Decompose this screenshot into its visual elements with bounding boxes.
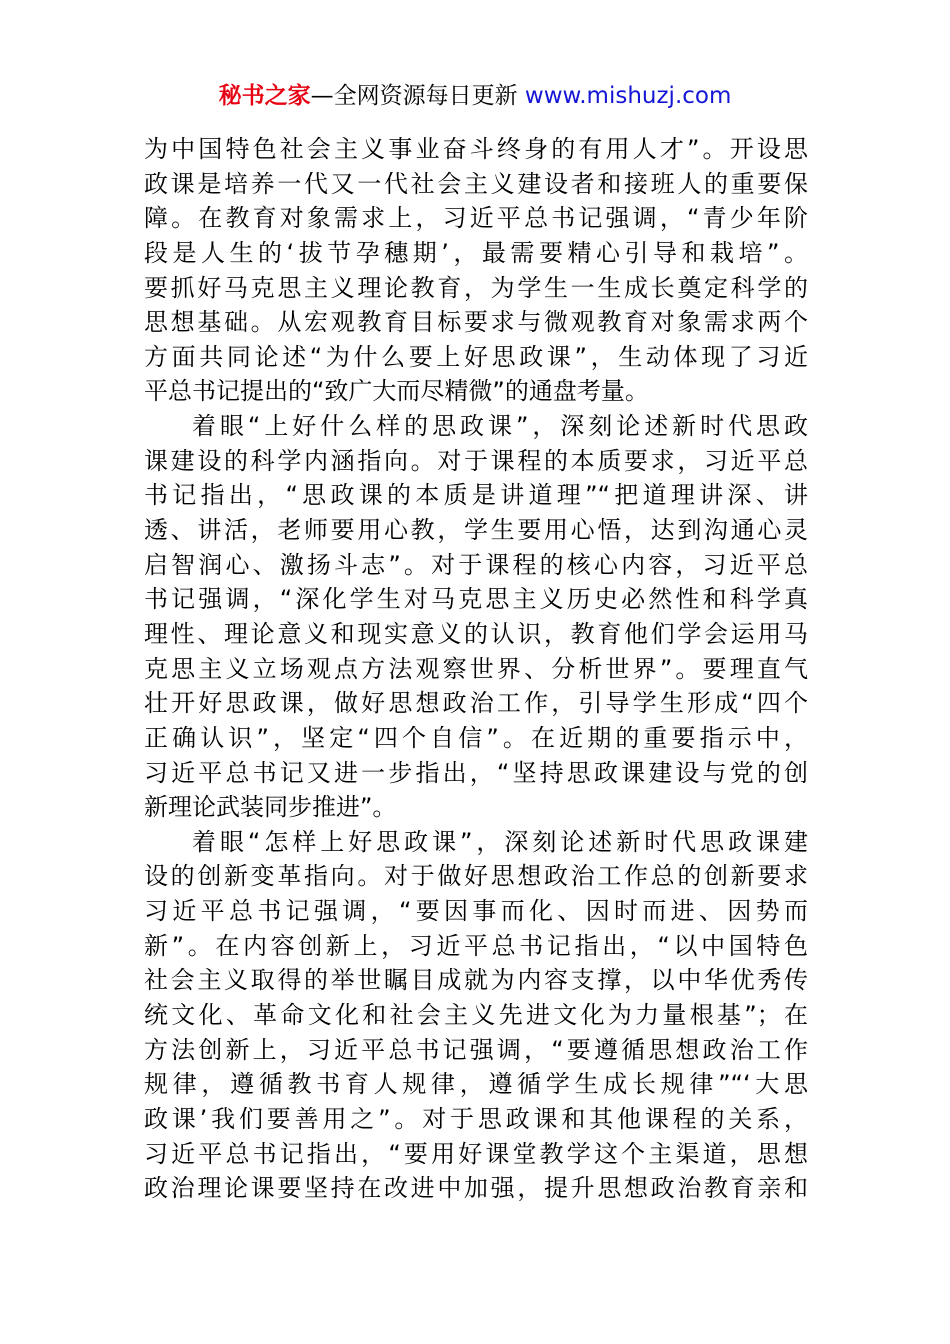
text-line: 思想基础。从宏观教育目标要求与微观教育对象需求两个 [144, 308, 808, 337]
paragraph-first-line: 着眼“怎样上好思政课”，深刻论述新时代思政课建 [192, 827, 808, 856]
text-line: 政课是培养一代又一代社会主义建设者和接班人的重要保 [144, 169, 808, 198]
text-line: 习近平总书记又进一步指出，“坚持思政课建设与党的创 [144, 758, 808, 787]
text-line: 书记指出，“思政课的本质是讲道理”“把道理讲深、讲 [144, 481, 808, 510]
text-line: 新”。在内容创新上，习近平总书记指出，“以中国特色 [144, 931, 808, 960]
text-line: 障。在教育对象需求上，习近平总书记强调，“青少年阶 [144, 204, 808, 233]
text-line: 新理论武装同步推进”。 [144, 793, 397, 822]
site-url-link[interactable]: www.mishuzj.com [524, 83, 732, 109]
text-line: 为中国特色社会主义事业奋斗终身的有用人才”。开设思 [144, 135, 808, 163]
text-line: 克思主义立场观点方法观察世界、分析世界”。要理直气 [144, 654, 808, 683]
text-line: 统文化、革命文化和社会主义先进文化为力量根基”；在 [144, 1001, 808, 1030]
text-line: 壮开好思政课，做好思想政治工作，引导学生形成“四个 [144, 689, 808, 718]
text-line: 习近平总书记指出，“要用好课堂教学这个主渠道，思想 [144, 1139, 808, 1168]
text-line: 设的创新变革指向。对于做好思想政治工作总的创新要求 [144, 862, 808, 891]
site-header [0, 78, 950, 114]
text-line: 要抓好马克思主义理论教育，为学生一生成长奠定科学的 [144, 273, 808, 302]
text-line: 方面共同论述“为什么要上好思政课”，生动体现了习近 [144, 342, 808, 371]
text-line: 平总书记提出的“致广大而尽精微”的通盘考量。 [144, 377, 649, 406]
text-line: 课建设的科学内涵指向。对于课程的本质要求，习近平总 [144, 446, 808, 475]
text-line: 规律，遵循教书育人规律，遵循学生成长规律”“‘大思 [144, 1070, 808, 1099]
text-line: 段是人生的‘拔节孕穗期’，最需要精心引导和栽培”。 [144, 238, 808, 267]
text-line: 社会主义取得的举世瞩目成就为内容支撑，以中华优秀传 [144, 966, 808, 995]
text-line: 方法创新上，习近平总书记强调，“要遵循思想政治工作 [144, 1035, 808, 1064]
site-brand: 秘书之家 [218, 83, 311, 109]
text-line: 政课’我们要善用之”。对于思政课和其他课程的关系， [144, 1104, 808, 1133]
text-line: 书记强调，“深化学生对马克思主义历史必然性和科学真 [144, 585, 808, 614]
text-line: 政治理论课要坚持在改进中加强，提升思想政治教育亲和 [144, 1174, 808, 1203]
paragraph-first-line: 着眼“上好什么样的思政课”，深刻论述新时代思政 [192, 412, 808, 441]
site-tagline: —全网资源每日更新 [310, 83, 525, 109]
text-line: 正确认识”，坚定“四个自信”。在近期的重要指示中， [144, 723, 808, 752]
text-line: 习近平总书记强调，“要因事而化、因时而进、因势而 [144, 897, 808, 926]
document-body [144, 132, 808, 1206]
text-line: 透、讲活，老师要用心教，学生要用心悟，达到沟通心灵 [144, 516, 808, 545]
text-line: 启智润心、激扬斗志”。对于课程的核心内容，习近平总 [144, 550, 808, 579]
text-line: 理性、理论意义和现实意义的认识，教育他们学会运用马 [144, 619, 808, 648]
